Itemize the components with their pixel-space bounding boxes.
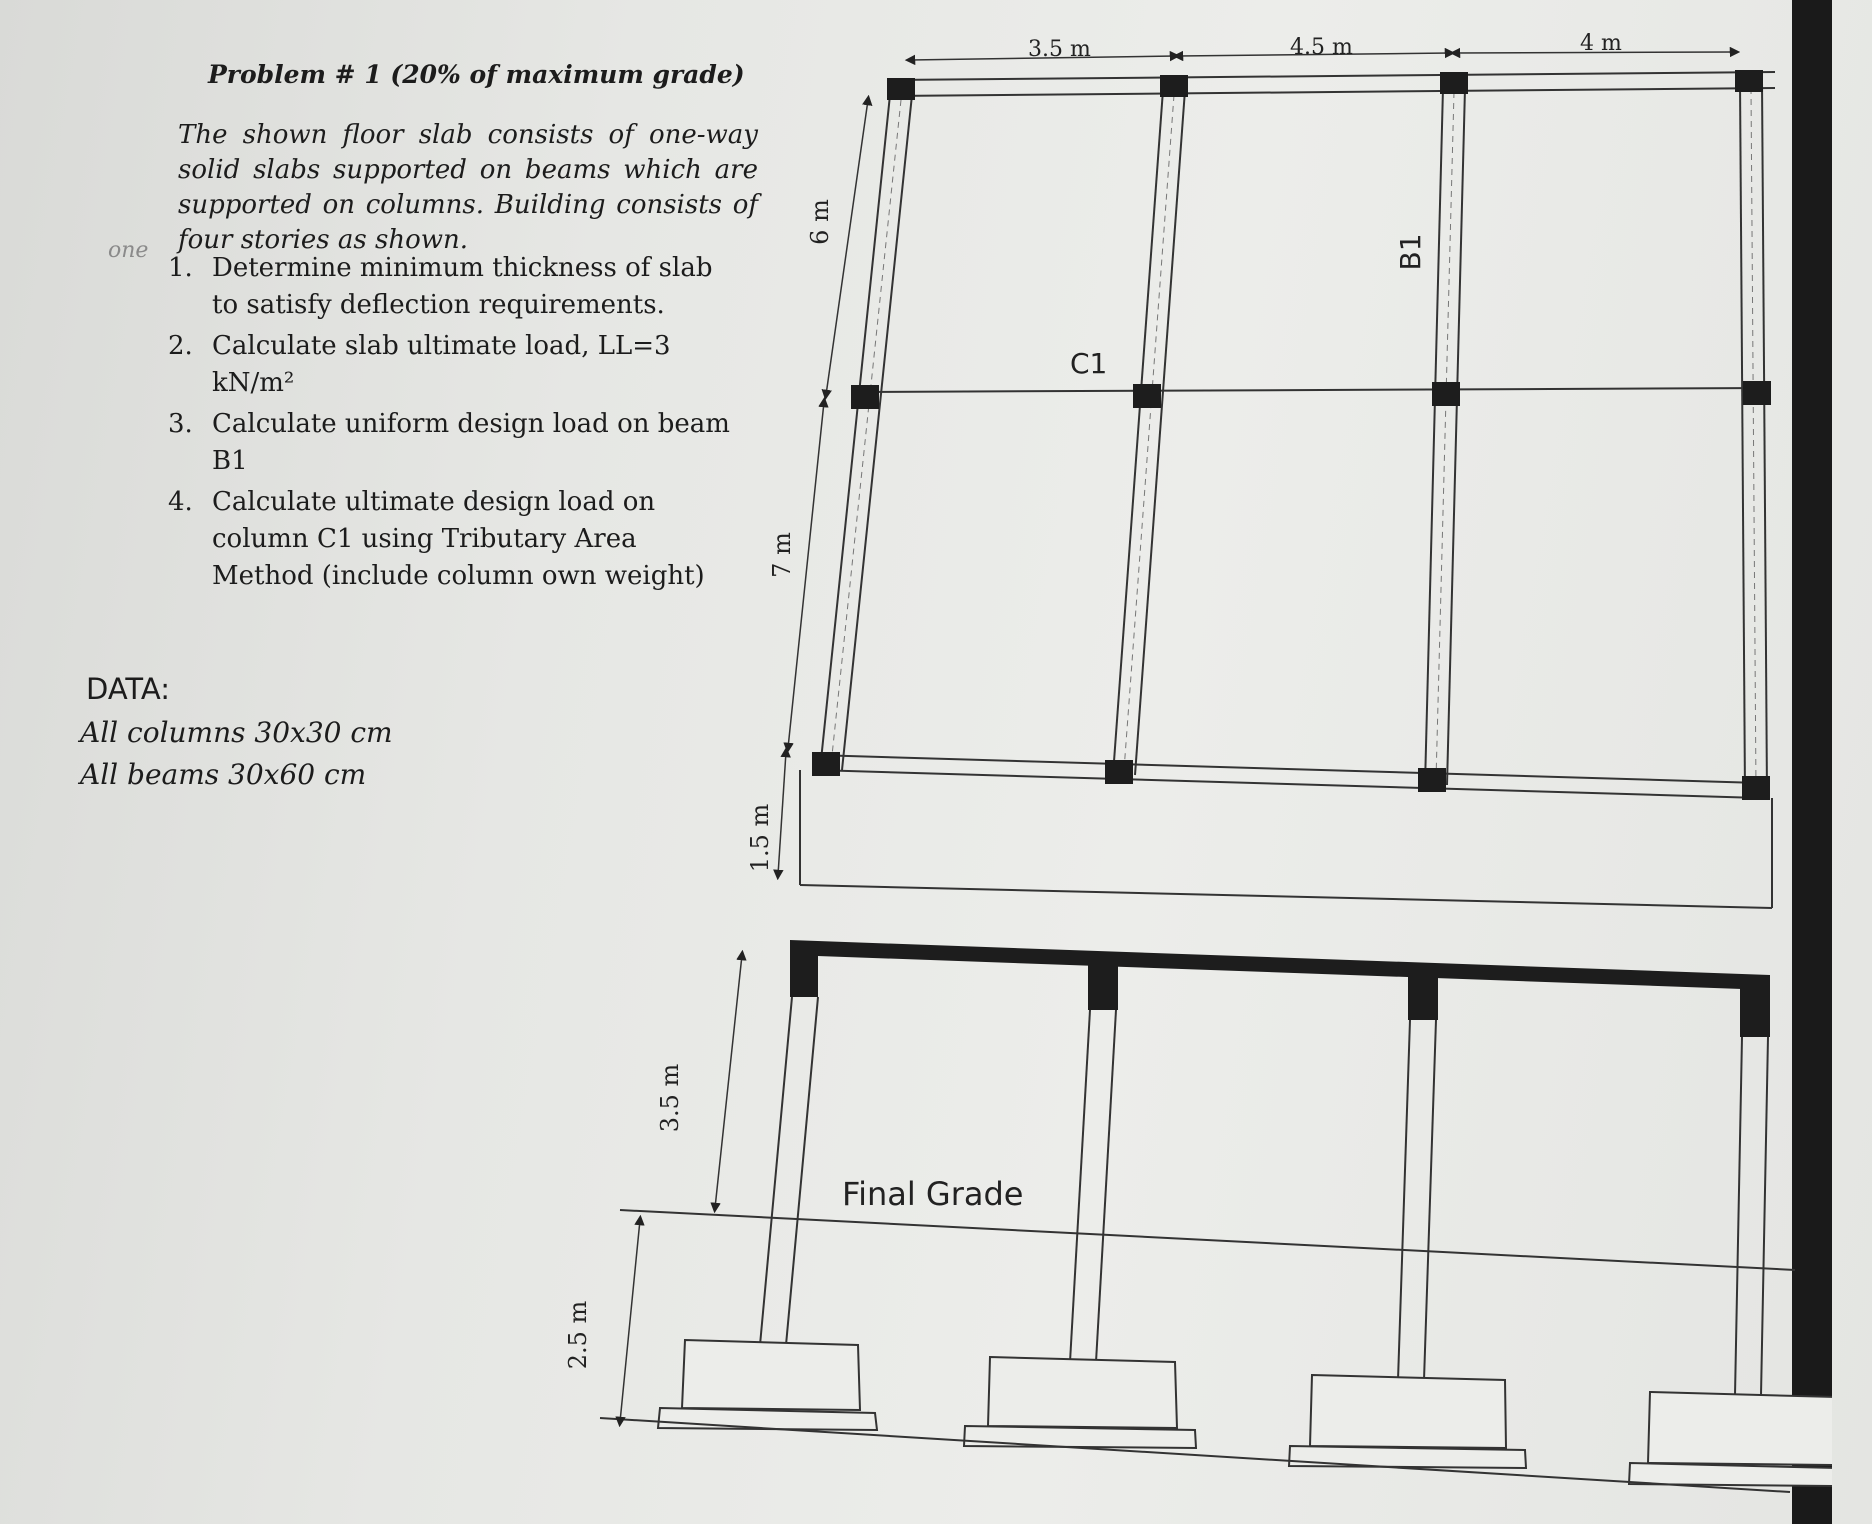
problem-title: Problem # 1 (20% of maximum grade) [208, 60, 745, 89]
span-label-3: 4 m [1580, 31, 1622, 56]
bay-label-3: 1.5 m [746, 803, 774, 873]
foundation-depth-label: 2.5 m [564, 1300, 592, 1370]
elevation-view [564, 940, 1832, 1492]
footings [658, 1340, 1832, 1486]
roof-beam [790, 940, 1770, 990]
task-text: Calculate slab ultimate load, LL=3 kN/m² [212, 331, 671, 398]
data-columns-line: All columns 30x30 cm [80, 716, 393, 749]
final-grade-label: Final Grade [842, 1175, 1024, 1213]
task-number: 4. [168, 487, 193, 517]
handwritten-margin-note: one [108, 238, 149, 263]
data-beams-line: All beams 30x60 cm [80, 758, 367, 791]
plan-columns [812, 70, 1771, 800]
beam-b1-label: B1 [1394, 233, 1427, 271]
span-label-1: 3.5 m [1028, 37, 1091, 62]
column-c1-label: C1 [1070, 347, 1108, 380]
task-text: Determine minimum thickness of slab to satisfy deflection requirements. [212, 253, 713, 320]
task-number: 1. [168, 253, 193, 283]
span-label-2: 4.5 m [1290, 35, 1353, 60]
story-height-label: 3.5 m [656, 1063, 684, 1133]
problem-intro: The shown floor slab consists of one-way solid slabs supported on beams which are supported on columns. Building consists of four stories as shown. [178, 120, 758, 255]
bay-label-1: 6 m [806, 199, 834, 245]
task-text: Calculate uniform design load on beam B1 [212, 409, 730, 476]
task-text: Calculate ultimate design load on column C1 using Tributary Area Method (include column own weight) [212, 487, 705, 591]
task-number: 3. [168, 409, 193, 439]
floor-plan [746, 31, 1775, 908]
task-number: 2. [168, 331, 193, 361]
bay-label-2: 7 m [768, 532, 796, 578]
beam-centerlines [831, 88, 1756, 790]
plan-horizontal-beams [800, 72, 1775, 908]
data-heading: DATA: [86, 672, 170, 706]
